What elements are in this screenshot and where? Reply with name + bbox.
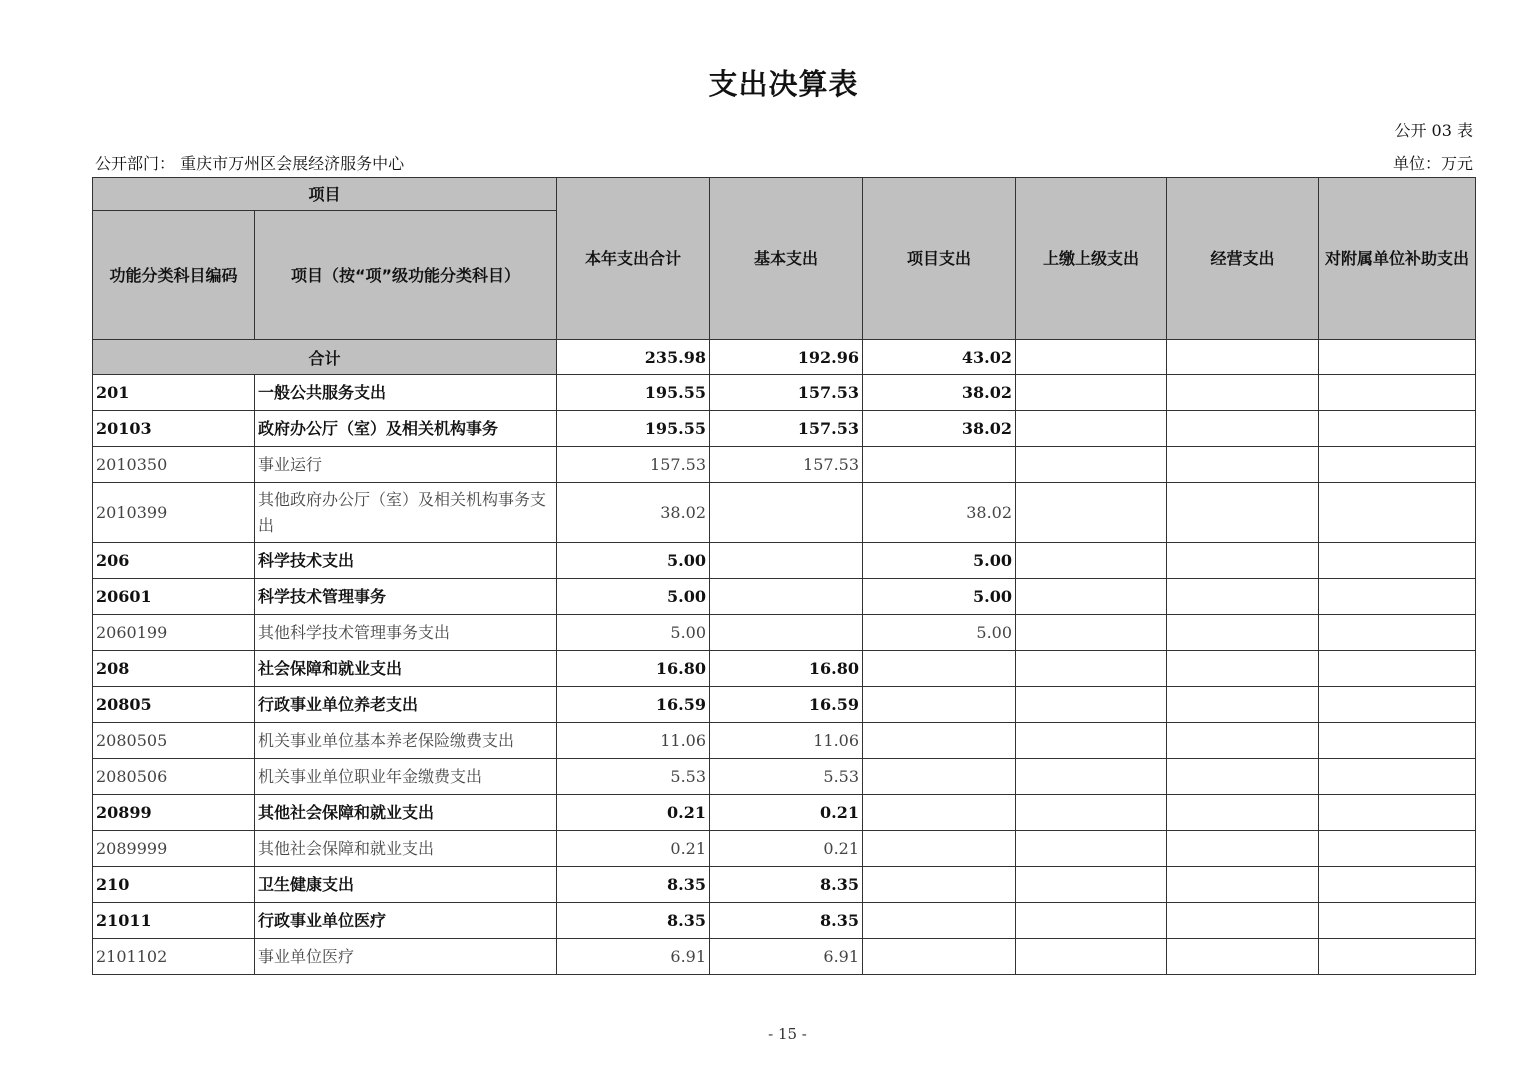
cell-name: 其他社会保障和就业支出 <box>255 831 557 867</box>
cell-project <box>863 723 1016 759</box>
cell-upper <box>1016 795 1167 831</box>
cell-name: 一般公共服务支出 <box>255 375 557 411</box>
cell-name: 社会保障和就业支出 <box>255 651 557 687</box>
total-cell-total: 235.98 <box>557 340 710 375</box>
cell-total: 8.35 <box>557 903 710 939</box>
cell-business <box>1167 795 1319 831</box>
cell-total: 5.53 <box>557 759 710 795</box>
cell-code: 2080506 <box>93 759 255 795</box>
cell-business <box>1167 687 1319 723</box>
cell-name: 其他政府办公厅（室）及相关机构事务支出 <box>255 483 557 543</box>
cell-code: 2089999 <box>93 831 255 867</box>
cell-name: 事业运行 <box>255 447 557 483</box>
total-label: 合计 <box>93 340 557 375</box>
cell-total: 6.91 <box>557 939 710 975</box>
cell-basic <box>710 483 863 543</box>
cell-project <box>863 831 1016 867</box>
cell-project: 38.02 <box>863 483 1016 543</box>
header-total: 本年支出合计 <box>557 178 710 340</box>
form-number: 公开 03 表 <box>1394 121 1473 140</box>
cell-subsidy <box>1319 615 1476 651</box>
table-row <box>93 411 1476 447</box>
total-cell-upper <box>1016 340 1167 375</box>
cell-name: 科学技术管理事务 <box>255 579 557 615</box>
cell-basic: 0.21 <box>710 795 863 831</box>
cell-basic: 157.53 <box>710 375 863 411</box>
table-row <box>93 543 1476 579</box>
cell-project: 38.02 <box>863 411 1016 447</box>
table-row <box>93 795 1476 831</box>
cell-subsidy <box>1319 795 1476 831</box>
cell-subsidy <box>1319 579 1476 615</box>
table-row <box>93 831 1476 867</box>
expenditure-table <box>92 177 1476 975</box>
cell-code: 2080505 <box>93 723 255 759</box>
table-row <box>93 723 1476 759</box>
cell-business <box>1167 579 1319 615</box>
cell-project <box>863 687 1016 723</box>
cell-subsidy <box>1319 759 1476 795</box>
header-upper: 上缴上级支出 <box>1016 178 1167 340</box>
cell-name: 事业单位医疗 <box>255 939 557 975</box>
total-cell-basic: 192.96 <box>710 340 863 375</box>
cell-name: 政府办公厅（室）及相关机构事务 <box>255 411 557 447</box>
cell-upper <box>1016 903 1167 939</box>
cell-upper <box>1016 447 1167 483</box>
cell-upper <box>1016 867 1167 903</box>
cell-project <box>863 447 1016 483</box>
table-row <box>93 759 1476 795</box>
cell-business <box>1167 939 1319 975</box>
cell-code: 210 <box>93 867 255 903</box>
cell-subsidy <box>1319 483 1476 543</box>
cell-code: 21011 <box>93 903 255 939</box>
cell-name: 其他科学技术管理事务支出 <box>255 615 557 651</box>
cell-code: 2060199 <box>93 615 255 651</box>
cell-total: 0.21 <box>557 795 710 831</box>
cell-project: 5.00 <box>863 579 1016 615</box>
cell-subsidy <box>1319 411 1476 447</box>
total-cell-subsidy <box>1319 340 1476 375</box>
cell-upper <box>1016 483 1167 543</box>
cell-business <box>1167 447 1319 483</box>
cell-upper <box>1016 723 1167 759</box>
cell-total: 157.53 <box>557 447 710 483</box>
cell-subsidy <box>1319 723 1476 759</box>
cell-upper <box>1016 939 1167 975</box>
cell-total: 38.02 <box>557 483 710 543</box>
cell-code: 20899 <box>93 795 255 831</box>
cell-business <box>1167 651 1319 687</box>
cell-code: 20601 <box>93 579 255 615</box>
cell-total: 16.80 <box>557 651 710 687</box>
cell-basic: 16.80 <box>710 651 863 687</box>
cell-upper <box>1016 543 1167 579</box>
cell-code: 2010399 <box>93 483 255 543</box>
table-row <box>93 375 1476 411</box>
total-cell-project: 43.02 <box>863 340 1016 375</box>
cell-name: 机关事业单位职业年金缴费支出 <box>255 759 557 795</box>
cell-subsidy <box>1319 687 1476 723</box>
cell-business <box>1167 543 1319 579</box>
cell-total: 5.00 <box>557 615 710 651</box>
cell-business <box>1167 759 1319 795</box>
header-basic: 基本支出 <box>710 178 863 340</box>
cell-basic: 8.35 <box>710 903 863 939</box>
table-row <box>93 483 1476 543</box>
cell-name: 机关事业单位基本养老保险缴费支出 <box>255 723 557 759</box>
cell-upper <box>1016 759 1167 795</box>
cell-upper <box>1016 687 1167 723</box>
cell-project <box>863 759 1016 795</box>
cell-project: 38.02 <box>863 375 1016 411</box>
header-code: 功能分类科目编码 <box>93 211 255 340</box>
cell-code: 208 <box>93 651 255 687</box>
cell-total: 195.55 <box>557 411 710 447</box>
cell-project <box>863 867 1016 903</box>
cell-upper <box>1016 831 1167 867</box>
document-title: 支出决算表 <box>708 67 859 101</box>
cell-total: 195.55 <box>557 375 710 411</box>
table-row <box>93 867 1476 903</box>
cell-subsidy <box>1319 651 1476 687</box>
cell-subsidy <box>1319 831 1476 867</box>
page-number: - 15 - <box>768 1025 807 1043</box>
cell-basic: 16.59 <box>710 687 863 723</box>
cell-business <box>1167 483 1319 543</box>
cell-code: 201 <box>93 375 255 411</box>
department-label: 公开部门： 重庆市万州区会展经济服务中心 <box>95 154 405 173</box>
cell-upper <box>1016 375 1167 411</box>
cell-name: 科学技术支出 <box>255 543 557 579</box>
cell-name: 行政事业单位医疗 <box>255 903 557 939</box>
cell-name: 卫生健康支出 <box>255 867 557 903</box>
table-row <box>93 615 1476 651</box>
cell-business <box>1167 411 1319 447</box>
cell-total: 5.00 <box>557 543 710 579</box>
cell-basic: 8.35 <box>710 867 863 903</box>
cell-business <box>1167 867 1319 903</box>
total-cell-business <box>1167 340 1319 375</box>
table-row <box>93 939 1476 975</box>
cell-business <box>1167 831 1319 867</box>
header-project: 项目支出 <box>863 178 1016 340</box>
table-row <box>93 687 1476 723</box>
header-subsidy: 对附属单位补助支出 <box>1319 178 1476 340</box>
cell-total: 16.59 <box>557 687 710 723</box>
header-business: 经营支出 <box>1167 178 1319 340</box>
cell-upper <box>1016 651 1167 687</box>
table-row <box>93 903 1476 939</box>
cell-subsidy <box>1319 543 1476 579</box>
cell-project: 5.00 <box>863 543 1016 579</box>
cell-subsidy <box>1319 903 1476 939</box>
cell-subsidy <box>1319 375 1476 411</box>
cell-business <box>1167 723 1319 759</box>
cell-total: 11.06 <box>557 723 710 759</box>
cell-basic <box>710 543 863 579</box>
cell-total: 8.35 <box>557 867 710 903</box>
cell-business <box>1167 903 1319 939</box>
cell-basic: 5.53 <box>710 759 863 795</box>
cell-basic: 11.06 <box>710 723 863 759</box>
cell-upper <box>1016 411 1167 447</box>
unit-label: 单位：万元 <box>1392 154 1473 173</box>
cell-subsidy <box>1319 447 1476 483</box>
cell-code: 20805 <box>93 687 255 723</box>
header-name: 项目（按“项”级功能分类科目） <box>255 211 557 340</box>
cell-business <box>1167 375 1319 411</box>
cell-subsidy <box>1319 867 1476 903</box>
cell-code: 2010350 <box>93 447 255 483</box>
cell-total: 0.21 <box>557 831 710 867</box>
cell-upper <box>1016 615 1167 651</box>
cell-basic <box>710 615 863 651</box>
cell-name: 行政事业单位养老支出 <box>255 687 557 723</box>
cell-code: 2101102 <box>93 939 255 975</box>
table-row <box>93 447 1476 483</box>
cell-project <box>863 903 1016 939</box>
cell-project <box>863 939 1016 975</box>
cell-upper <box>1016 579 1167 615</box>
cell-basic: 157.53 <box>710 411 863 447</box>
table-row <box>93 651 1476 687</box>
cell-total: 5.00 <box>557 579 710 615</box>
cell-code: 206 <box>93 543 255 579</box>
cell-basic: 0.21 <box>710 831 863 867</box>
cell-project <box>863 795 1016 831</box>
cell-basic <box>710 579 863 615</box>
table-row <box>93 579 1476 615</box>
cell-project: 5.00 <box>863 615 1016 651</box>
cell-basic: 6.91 <box>710 939 863 975</box>
cell-subsidy <box>1319 939 1476 975</box>
total-row <box>93 340 1476 375</box>
cell-code: 20103 <box>93 411 255 447</box>
cell-basic: 157.53 <box>710 447 863 483</box>
cell-business <box>1167 615 1319 651</box>
table-body <box>93 340 1476 975</box>
cell-name: 其他社会保障和就业支出 <box>255 795 557 831</box>
header-item: 项目 <box>93 178 557 211</box>
cell-project <box>863 651 1016 687</box>
